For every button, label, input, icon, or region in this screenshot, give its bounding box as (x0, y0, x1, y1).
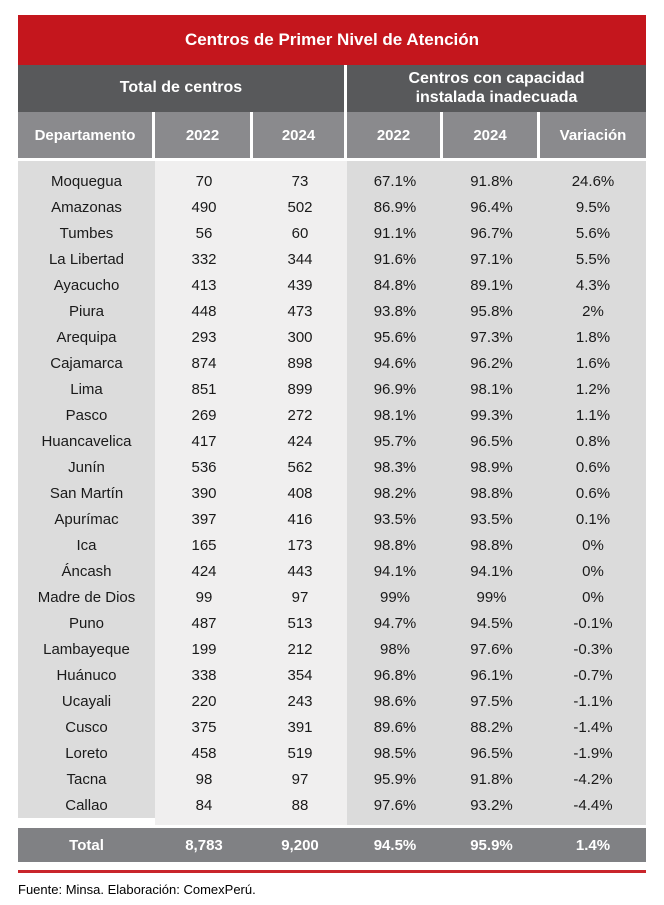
cell-total-2022: 99 (155, 584, 253, 610)
cell-total-2024: 173 (253, 532, 347, 558)
cell-inadequate-2022: 93.8% (347, 298, 443, 324)
table-row (18, 584, 646, 610)
cell-inadequate-2024: 99% (443, 584, 540, 610)
table-body-bottom-spacer (18, 818, 646, 825)
cell-variation: -1.1% (540, 688, 646, 714)
table-row (18, 740, 646, 766)
cell-variation: 0.1% (540, 506, 646, 532)
cell-inadequate-2022: 98.3% (347, 454, 443, 480)
cell-inadequate-2022: 96.9% (347, 376, 443, 402)
table-row (18, 610, 646, 636)
cell-total-2024: 502 (253, 194, 347, 220)
cell-total-2024: 424 (253, 428, 347, 454)
cell-total-2022: 375 (155, 714, 253, 740)
cell-inadequate-2024: 96.2% (443, 350, 540, 376)
cell-inadequate-2022: 94.1% (347, 558, 443, 584)
cell-total-2024: 408 (253, 480, 347, 506)
cell-variation: -1.9% (540, 740, 646, 766)
cell-total-2024: 97 (253, 766, 347, 792)
cell-inadequate-2022: 93.5% (347, 506, 443, 532)
cell-variation: 0.6% (540, 454, 646, 480)
cell-department: Callao (18, 792, 155, 818)
cell-inadequate-2024: 97.6% (443, 636, 540, 662)
cell-total-2024: 88 (253, 792, 347, 818)
cell-inadequate-2024: 88.2% (443, 714, 540, 740)
cell-total-2024: 391 (253, 714, 347, 740)
cell-inadequate-2024: 93.5% (443, 506, 540, 532)
cell-total-2022: 199 (155, 636, 253, 662)
cell-inadequate-2022: 98.6% (347, 688, 443, 714)
table-row (18, 324, 646, 350)
cell-inadequate-2022: 95.6% (347, 324, 443, 350)
cell-variation: -4.2% (540, 766, 646, 792)
cell-inadequate-2022: 89.6% (347, 714, 443, 740)
cell-total-2022: 332 (155, 246, 253, 272)
cell-department: Arequipa (18, 324, 155, 350)
cell-total-2024: 473 (253, 298, 347, 324)
cell-inadequate-2024: 96.1% (443, 662, 540, 688)
column-header-total-2024: 2024 (253, 112, 347, 158)
total-inadequate-2024: 95.9% (470, 836, 513, 854)
table-row (18, 558, 646, 584)
cell-total-2022: 490 (155, 194, 253, 220)
cell-variation: 1.6% (540, 350, 646, 376)
cell-variation: -0.7% (540, 662, 646, 688)
cell-inadequate-2022: 67.1% (347, 168, 443, 194)
cell-inadequate-2024: 96.5% (443, 740, 540, 766)
table-row (18, 480, 646, 506)
column-header-variation: Variación (540, 112, 646, 158)
table-body-top-spacer (18, 161, 646, 168)
table-row (18, 532, 646, 558)
cell-inadequate-2022: 98.5% (347, 740, 443, 766)
cell-inadequate-2022: 98.8% (347, 532, 443, 558)
cell-inadequate-2024: 97.3% (443, 324, 540, 350)
cell-inadequate-2024: 97.5% (443, 688, 540, 714)
cell-variation: 9.5% (540, 194, 646, 220)
cell-department: Tacna (18, 766, 155, 792)
table-row (18, 454, 646, 480)
cell-department: Ucayali (18, 688, 155, 714)
cell-inadequate-2022: 91.6% (347, 246, 443, 272)
cell-total-2024: 443 (253, 558, 347, 584)
cell-variation: 5.6% (540, 220, 646, 246)
cell-inadequate-2024: 98.8% (443, 532, 540, 558)
column-header-row (18, 112, 646, 158)
cell-variation: 2% (540, 298, 646, 324)
cell-total-2022: 293 (155, 324, 253, 350)
cell-inadequate-2024: 93.2% (443, 792, 540, 818)
cell-total-2024: 300 (253, 324, 347, 350)
cell-inadequate-2022: 86.9% (347, 194, 443, 220)
cell-department: Piura (18, 298, 155, 324)
cell-total-2022: 874 (155, 350, 253, 376)
cell-inadequate-2022: 94.6% (347, 350, 443, 376)
cell-total-2024: 439 (253, 272, 347, 298)
group-header-inadequate-capacity: Centros con capacidad instalada inadecuada (347, 65, 646, 112)
cell-inadequate-2024: 99.3% (443, 402, 540, 428)
cell-total-2022: 56 (155, 220, 253, 246)
cell-department: Tumbes (18, 220, 155, 246)
cell-total-2022: 424 (155, 558, 253, 584)
cell-total-2024: 354 (253, 662, 347, 688)
cell-total-2022: 397 (155, 506, 253, 532)
cell-inadequate-2022: 98% (347, 636, 443, 662)
table-row (18, 636, 646, 662)
cell-inadequate-2024: 94.5% (443, 610, 540, 636)
table-row (18, 272, 646, 298)
table-row (18, 662, 646, 688)
column-header-inadequate-2024: 2024 (443, 112, 540, 158)
total-centers-2022: 8,783 (185, 836, 223, 854)
table-row (18, 246, 646, 272)
table-row (18, 506, 646, 532)
cell-department: Apurímac (18, 506, 155, 532)
cell-total-2022: 70 (155, 168, 253, 194)
cell-inadequate-2024: 98.1% (443, 376, 540, 402)
cell-total-2024: 899 (253, 376, 347, 402)
cell-total-2024: 243 (253, 688, 347, 714)
cell-inadequate-2024: 98.9% (443, 454, 540, 480)
total-variation: 1.4% (575, 836, 611, 854)
cell-department: Madre de Dios (18, 584, 155, 610)
total-label: Total (69, 836, 104, 854)
cell-total-2024: 344 (253, 246, 347, 272)
cell-variation: -1.4% (540, 714, 646, 740)
cell-variation: 0% (540, 558, 646, 584)
cell-department: Ayacucho (18, 272, 155, 298)
source-note: Fuente: Minsa. Elaboración: ComexPerú. (18, 882, 256, 897)
cell-inadequate-2022: 96.8% (347, 662, 443, 688)
table-row (18, 194, 646, 220)
cell-inadequate-2024: 89.1% (443, 272, 540, 298)
cell-variation: 0% (540, 532, 646, 558)
table-row (18, 350, 646, 376)
cell-inadequate-2024: 97.1% (443, 246, 540, 272)
cell-total-2024: 519 (253, 740, 347, 766)
cell-variation: -0.3% (540, 636, 646, 662)
cell-total-2022: 448 (155, 298, 253, 324)
cell-inadequate-2022: 97.6% (347, 792, 443, 818)
total-row (18, 828, 646, 862)
cell-variation: 1.8% (540, 324, 646, 350)
cell-department: Ica (18, 532, 155, 558)
table-row (18, 168, 646, 194)
cell-total-2022: 165 (155, 532, 253, 558)
cell-department: Amazonas (18, 194, 155, 220)
cell-total-2024: 898 (253, 350, 347, 376)
cell-department: San Martín (18, 480, 155, 506)
cell-department: La Libertad (18, 246, 155, 272)
cell-inadequate-2024: 98.8% (443, 480, 540, 506)
table-row (18, 714, 646, 740)
cell-total-2024: 272 (253, 402, 347, 428)
cell-variation: 24.6% (540, 168, 646, 194)
cell-inadequate-2022: 98.2% (347, 480, 443, 506)
cell-inadequate-2024: 96.4% (443, 194, 540, 220)
total-centers-2024: 9,200 (281, 836, 319, 854)
cell-inadequate-2024: 95.8% (443, 298, 540, 324)
column-header-total-2022: 2022 (155, 112, 253, 158)
cell-department: Pasco (18, 402, 155, 428)
cell-department: Loreto (18, 740, 155, 766)
table-row (18, 376, 646, 402)
cell-total-2024: 513 (253, 610, 347, 636)
cell-variation: 4.3% (540, 272, 646, 298)
cell-inadequate-2022: 84.8% (347, 272, 443, 298)
cell-inadequate-2022: 95.7% (347, 428, 443, 454)
cell-inadequate-2024: 96.7% (443, 220, 540, 246)
cell-inadequate-2022: 98.1% (347, 402, 443, 428)
group-header-total-centers: Total de centros (18, 65, 347, 112)
cell-variation: 0.8% (540, 428, 646, 454)
cell-department: Lambayeque (18, 636, 155, 662)
column-header-inadequate-2022: 2022 (347, 112, 443, 158)
total-inadequate-2022: 94.5% (373, 836, 417, 854)
cell-department: Huancavelica (18, 428, 155, 454)
cell-total-2024: 60 (253, 220, 347, 246)
cell-variation: 0% (540, 584, 646, 610)
cell-variation: 1.1% (540, 402, 646, 428)
cell-total-2022: 390 (155, 480, 253, 506)
column-header-department: Departamento (18, 112, 155, 158)
cell-inadequate-2022: 99% (347, 584, 443, 610)
footer-divider (18, 870, 646, 873)
table-row (18, 298, 646, 324)
cell-total-2022: 417 (155, 428, 253, 454)
cell-variation: 0.6% (540, 480, 646, 506)
table-title: Centros de Primer Nivel de Atención (18, 15, 646, 65)
table-row (18, 402, 646, 428)
table-row (18, 688, 646, 714)
cell-inadequate-2024: 91.8% (443, 168, 540, 194)
cell-department: Moquegua (18, 168, 155, 194)
cell-inadequate-2022: 94.7% (347, 610, 443, 636)
cell-total-2022: 458 (155, 740, 253, 766)
cell-department: Áncash (18, 558, 155, 584)
cell-total-2022: 98 (155, 766, 253, 792)
cell-department: Huánuco (18, 662, 155, 688)
cell-inadequate-2022: 95.9% (347, 766, 443, 792)
cell-department: Cajamarca (18, 350, 155, 376)
cell-total-2022: 487 (155, 610, 253, 636)
group-header-row (18, 65, 646, 112)
cell-variation: 5.5% (540, 246, 646, 272)
cell-total-2024: 97 (253, 584, 347, 610)
table-row (18, 220, 646, 246)
cell-department: Lima (18, 376, 155, 402)
cell-total-2022: 269 (155, 402, 253, 428)
cell-total-2022: 338 (155, 662, 253, 688)
cell-total-2022: 84 (155, 792, 253, 818)
cell-inadequate-2024: 94.1% (443, 558, 540, 584)
cell-total-2024: 212 (253, 636, 347, 662)
cell-variation: -0.1% (540, 610, 646, 636)
cell-department: Cusco (18, 714, 155, 740)
cell-total-2022: 413 (155, 272, 253, 298)
table-row (18, 428, 646, 454)
statistics-table (18, 15, 646, 897)
cell-total-2022: 536 (155, 454, 253, 480)
cell-variation: 1.2% (540, 376, 646, 402)
table-row (18, 792, 646, 818)
cell-total-2024: 416 (253, 506, 347, 532)
cell-department: Puno (18, 610, 155, 636)
cell-total-2022: 851 (155, 376, 253, 402)
table-body (18, 161, 646, 825)
table-row (18, 766, 646, 792)
cell-inadequate-2024: 91.8% (443, 766, 540, 792)
cell-department: Junín (18, 454, 155, 480)
cell-variation: -4.4% (540, 792, 646, 818)
cell-inadequate-2024: 96.5% (443, 428, 540, 454)
cell-total-2024: 562 (253, 454, 347, 480)
cell-total-2024: 73 (253, 168, 347, 194)
cell-inadequate-2022: 91.1% (347, 220, 443, 246)
cell-total-2022: 220 (155, 688, 253, 714)
